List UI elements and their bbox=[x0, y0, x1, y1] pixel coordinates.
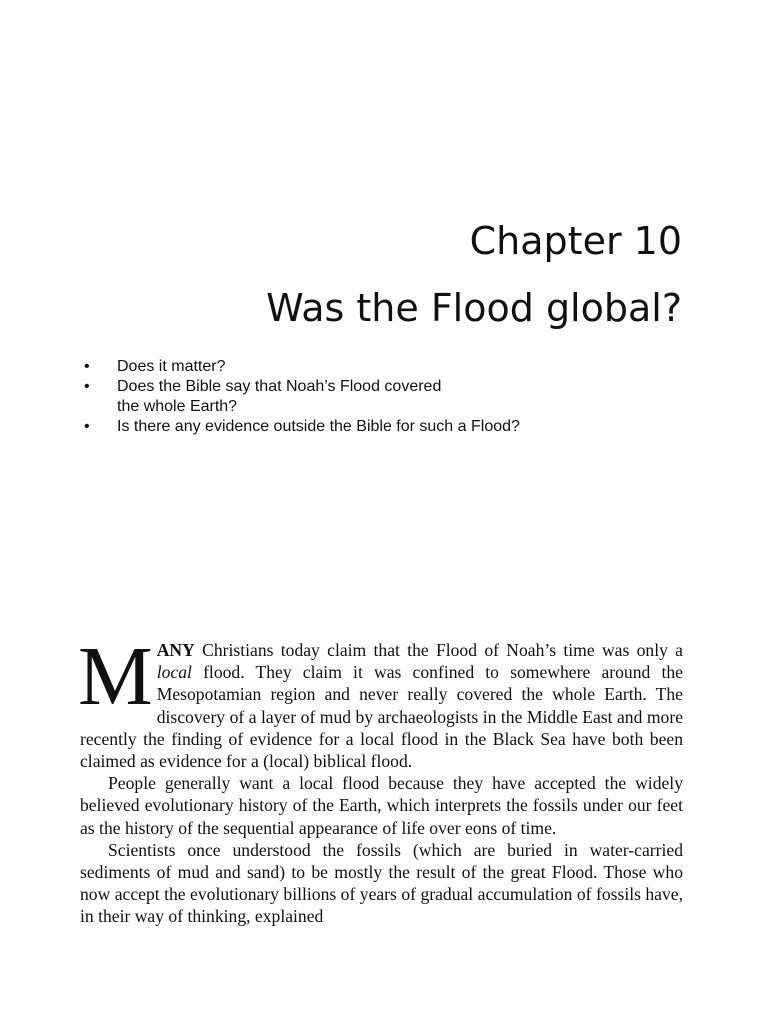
chapter-number: Chapter 10 bbox=[469, 219, 682, 263]
question-text-line-2: the whole Earth? bbox=[117, 398, 238, 415]
lead-in-text: ANY bbox=[156, 640, 195, 660]
bullet-icon: • bbox=[84, 358, 90, 375]
question-item bbox=[82, 417, 682, 437]
question-text-line-1: Does the Bible say that Noah’s Flood covered bbox=[117, 378, 442, 395]
question-item bbox=[82, 357, 682, 377]
paragraph-3: Scientists once understood the fossils (which are buried in water-carried sediments of mud and sand) to be mostly the result of the great Flood. Those who now accept the evolutionary billions of years of gradual accumulation of fossils have, in their way of thinking, explained bbox=[80, 839, 683, 927]
paragraph-1-text-a: Christians today claim that the Flood of Noah’s time was only a bbox=[194, 640, 683, 660]
bullet-icon: • bbox=[84, 378, 90, 395]
drop-cap: M bbox=[78, 630, 153, 723]
paragraph-1 bbox=[78, 630, 683, 772]
bullet-icon: • bbox=[84, 418, 90, 435]
chapter-questions-list bbox=[82, 357, 682, 437]
paragraph-2: People generally want a local flood because they have accepted the widely believed evolutionary history of the Earth, which interprets the fossils under our feet as the history of the sequential appearance of life over eons of time. bbox=[80, 773, 683, 838]
question-text: Is there any evidence outside the Bible for such a Flood? bbox=[117, 418, 520, 435]
chapter-body-text bbox=[78, 630, 683, 928]
question-text: Does it matter? bbox=[117, 358, 226, 375]
question-item bbox=[82, 377, 682, 417]
paragraph-1-text-b: flood. They claim it was confined to somewhere around the Mesopotamian region and never really covered the whole Earth. The discovery of a layer of mud by archaeologists in the Middle East and more recently the finding of evidence for a local flood in the Black Sea have both been claimed as evidence for a (local) biblical flood. bbox=[80, 662, 683, 772]
emphasis-text: local bbox=[156, 662, 192, 683]
chapter-title: Was the Flood global? bbox=[266, 286, 682, 330]
